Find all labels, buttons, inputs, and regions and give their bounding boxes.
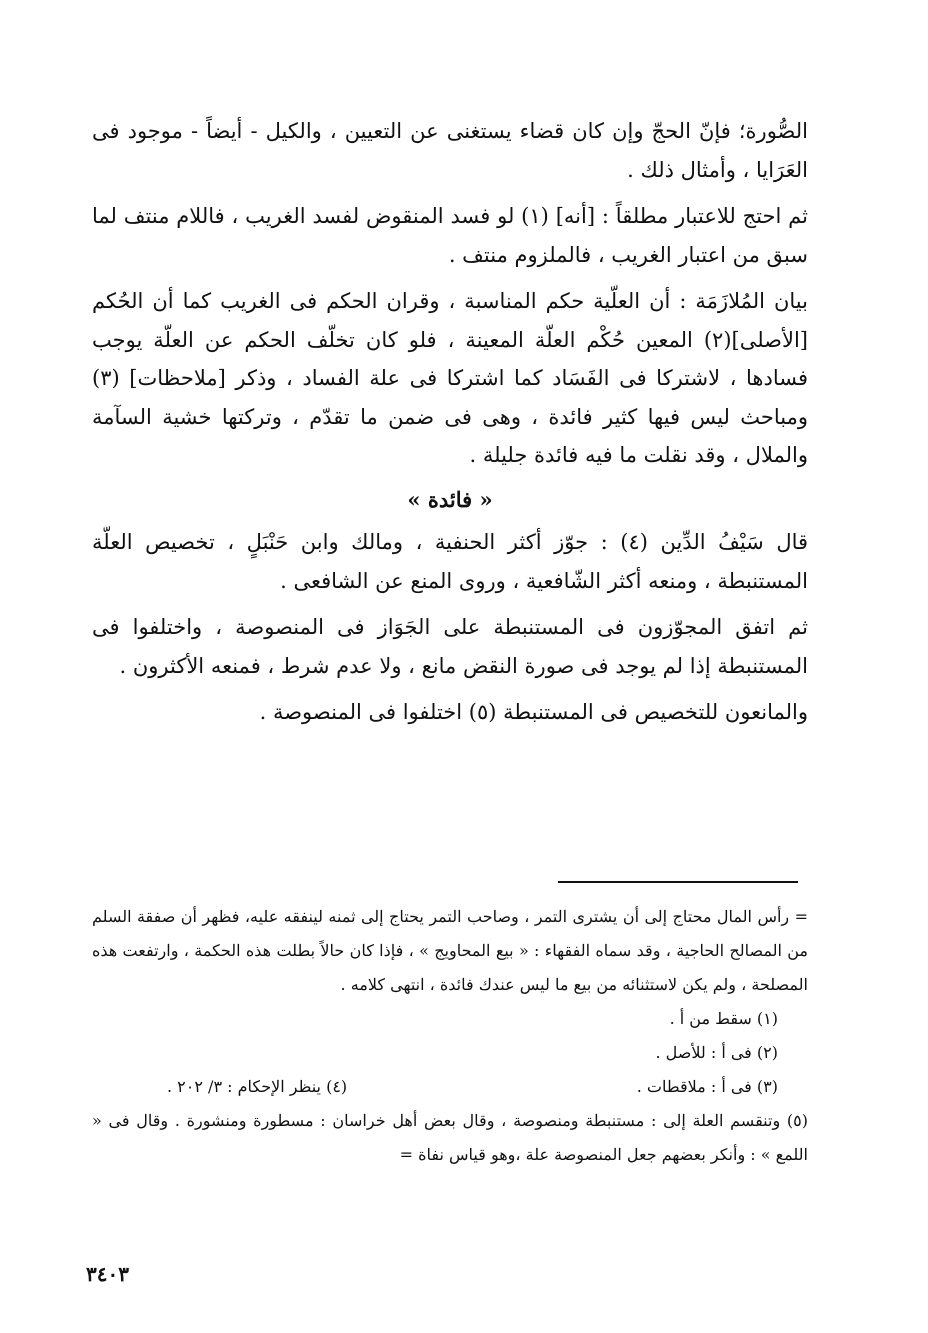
paragraph-3: بيان المُلازَمَة : أن العلّية حكم المناسبة ، وقران الحكم فى الغريب كما أن الحُكم [الأصلى](٢) المعين حُكْم العلّة المعينة ، فلو كان تخلّف الحكم عن العلّة يوجب فسادها ، لاشتركا فى الفَسَاد كما اشتركا فى علة الفساد ، وذكر [ملاحظات] (٣) ومباحث ليس فيها كثير فائدة ، وهى فى ضمن ما تقدّم ، وتركتها خشية السآمة والملال ، وقد نقلت ما فيه فائدة جليلة . bbox=[92, 289, 808, 467]
page-number: ٣٤٠٣ bbox=[86, 1262, 129, 1286]
footnote-1: (١) سقط من أ . bbox=[669, 1009, 778, 1028]
footnote-row-3-4 bbox=[92, 1070, 808, 1104]
paragraph-5: ثم اتفق المجوّزون فى المستنبطة على الجَوَاز فى المنصوصة ، واختلفوا فى المستنبطة إذا لم يوجد فى صورة النقض مانع ، ولا عدم شرط ، فمنعه الأكثرون . bbox=[92, 615, 808, 678]
footnote-3: (٣) فى أ : ملاقطات . bbox=[636, 1077, 778, 1096]
footnote-continuation: = رأس المال محتاج إلى أن يشترى التمر ، وصاحب التمر يحتاج إلى ثمنه لينفقه عليه، فظهر أن صفقة السلم من المصالح الحاجية ، وقد سماه الفقهاء : « بيع المحاويج » ، فإذا كان حالاً بطلت هذه الحكمة ، وارتفعت هذه المصلحة ، ولم يكن لاستثنائه من بيع ما ليس عندك فائدة ، انتهى كلامه . bbox=[92, 907, 809, 994]
footnote-divider bbox=[558, 881, 798, 883]
section-heading: « فائدة » bbox=[407, 486, 493, 512]
paragraph-2: ثم احتج للاعتبار مطلقاً : [أنه] (١) لو فسد المنقوض لفسد الغريب ، فاللام منتف لما سبق من اعتبار الغريب ، فالملزوم منتف . bbox=[92, 204, 809, 267]
footnotes bbox=[92, 900, 808, 1172]
paragraph-1: الصُّورة؛ فإنّ الحجّ وإن كان قضاء يستغنى عن التعيين ، والكيل - أيضاً - موجود فى العَرَايا ، وأمثال ذلك . bbox=[92, 119, 808, 182]
footnote-4: (٤) ينظر الإحكام : ٣/ ٢٠٢ . bbox=[167, 1077, 348, 1096]
footnote-2: (٢) فى أ : للأصل . bbox=[655, 1043, 778, 1062]
footnote-5: (٥) وتنقسم العلة إلى : مستنبطة ومنصوصة ، وقال بعض أهل خراسان : مسطورة ومنشورة . وقال فى « اللمع » : وأنكر بعضهم جعل المنصوصة علة ،وهو قياس نفاة = bbox=[92, 1111, 808, 1164]
paragraph-4: قال سَيْفُ الدِّين (٤) : جوّز أكثر الحنفية ، ومالك وابن حَنْبَلٍ ، تخصيص العلّة المستنبطة ، ومنعه أكثر الشّافعية ، وروى المنع عن الشافعى . bbox=[92, 530, 809, 593]
paragraph-6: والمانعون للتخصيص فى المستنبطة (٥) اختلفوا فى المنصوصة . bbox=[259, 700, 808, 724]
main-text bbox=[92, 112, 808, 732]
